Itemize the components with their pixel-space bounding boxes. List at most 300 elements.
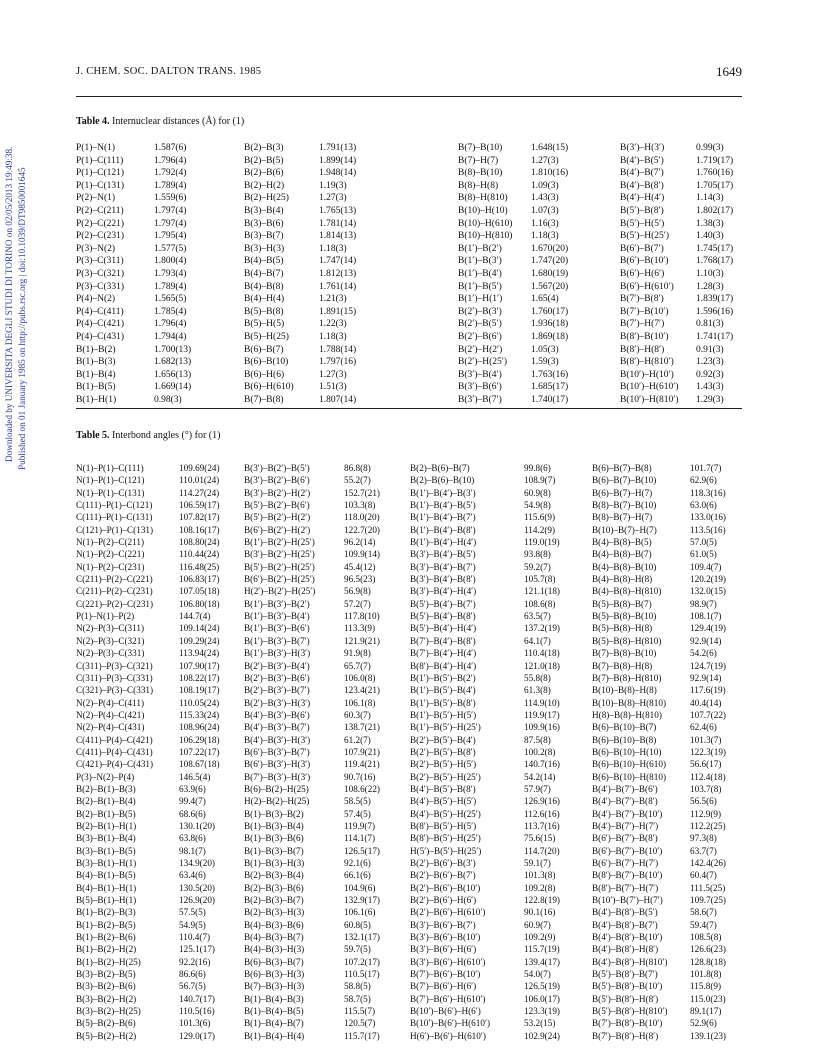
- bond-value: 75.6(15): [524, 833, 556, 844]
- table-row: [76, 369, 236, 382]
- bond-label: N(1)–P(1)–C(111): [76, 463, 144, 473]
- bond-value: 1.781(14): [319, 218, 357, 229]
- bond-value: 108.96(24): [179, 722, 220, 733]
- bond-label: B(3′)–B(4′)–H(4′): [410, 586, 477, 597]
- bond-value: 118.3(16): [690, 487, 726, 498]
- bond-value: 126.6(23): [690, 944, 726, 955]
- table5-label: Table 5.: [76, 430, 110, 441]
- table5-title: Interbond angles (°) for (1): [112, 430, 221, 441]
- bond-label: B(2)–B(1)–B(4): [76, 796, 136, 807]
- table-row: [76, 524, 246, 536]
- bond-value: 63.8(6): [179, 833, 206, 844]
- table-row: [244, 180, 409, 193]
- table-row: [244, 394, 409, 407]
- table-row: [458, 281, 613, 294]
- table-row: [244, 697, 410, 709]
- bond-label: B(5′)–B(8′)–H(810′): [592, 1006, 668, 1017]
- bond-value: 101.3(6): [179, 1018, 211, 1029]
- bond-value: 139.4(17): [524, 956, 560, 967]
- bond-value: 1.19(3): [319, 180, 347, 191]
- table-row: [592, 894, 744, 906]
- table-row: [244, 548, 410, 560]
- bond-value: 1.65(4): [531, 294, 559, 305]
- table-row: [76, 561, 246, 573]
- bond-value: 113.7(16): [524, 820, 560, 831]
- bond-value: 109.2(8): [524, 882, 556, 893]
- table-row: [76, 205, 236, 218]
- bond-label: B(4′)–B(8′)–B(7′): [592, 919, 658, 930]
- table-row: [620, 318, 746, 331]
- table-row: [76, 660, 246, 672]
- bond-label: B(2′)–B(6′)–H(6′): [410, 895, 477, 906]
- bond-label: C(421)–P(4)–C(431): [76, 759, 154, 770]
- table-row: [76, 167, 236, 180]
- bond-value: 116.48(25): [179, 561, 220, 572]
- table-row: [76, 230, 236, 243]
- table-row: [244, 845, 410, 857]
- bond-label: B(6)–B(10)–B(8): [592, 734, 657, 745]
- table-row: [592, 561, 744, 573]
- bond-label: B(4)–B(7): [244, 268, 284, 279]
- table-row: [244, 894, 410, 906]
- bond-label: B(6)–B(7)–B(10): [592, 475, 657, 486]
- table-row: [620, 369, 746, 382]
- bond-value: 90.7(16): [344, 771, 376, 782]
- header-rule: [76, 96, 742, 97]
- table-row: [76, 956, 246, 968]
- table-row: [76, 394, 236, 407]
- bond-label: B(5)–B(8): [244, 306, 284, 317]
- bond-value: 103.3(8): [344, 500, 376, 511]
- bond-label: B(1′)–B(4′)–B(7′): [410, 512, 476, 523]
- bond-value: 106.0(8): [344, 672, 376, 683]
- table-row: [592, 845, 744, 857]
- bond-label: B(3′)–B(4′)–B(7′): [410, 561, 476, 572]
- table-row: [592, 746, 744, 758]
- table4-label: Table 4.: [76, 116, 110, 127]
- table-row: [592, 931, 744, 943]
- bond-value: 1.745(17): [696, 243, 734, 254]
- table5-caption: [76, 430, 220, 441]
- bond-label: B(6)–B(3)–H(3): [244, 969, 305, 980]
- table-row: [410, 672, 584, 684]
- table-row: [244, 832, 410, 844]
- bond-label: B(3′)–B(6′)–H(6′): [410, 944, 477, 955]
- bond-label: P(4)–C(421): [76, 319, 125, 330]
- bond-value: 1.587(6): [154, 143, 187, 153]
- bond-label: B(10)–H(610): [458, 218, 513, 229]
- table-row: [458, 381, 613, 394]
- table-row: [76, 1017, 246, 1029]
- table-row: [410, 697, 584, 709]
- bond-label: B(6′)–B(2′)–H(2′): [244, 524, 311, 535]
- table-row: [76, 832, 246, 844]
- bond-label: N(2)–P(4)–C(411): [76, 697, 145, 708]
- bond-value: 152.7(21): [344, 487, 380, 498]
- table-row: [620, 306, 746, 319]
- bond-label: B(3′)–B(2′)–H(25′): [244, 549, 315, 560]
- table-row: [410, 734, 584, 746]
- bond-value: 142.4(26): [690, 858, 726, 868]
- bond-label: B(6′)–B(7′)–H(7′): [592, 858, 659, 868]
- table-row: [410, 660, 584, 672]
- table-row: [76, 462, 246, 474]
- bond-label: B(2)–B(6)–B(7): [410, 463, 470, 473]
- bond-value: 63.0(6): [690, 500, 717, 511]
- bond-value: 110.05(24): [179, 697, 220, 708]
- bond-label: B(6)–B(10)–H(610): [592, 759, 666, 770]
- bond-label: B(4)–B(8)–H(810): [592, 586, 662, 597]
- bond-label: B(2)–B(3)–H(3): [244, 907, 305, 918]
- table-row: [592, 697, 744, 709]
- bond-label: B(3)–B(2)–H(2): [76, 993, 137, 1004]
- bond-value: 122.7(20): [344, 524, 380, 535]
- table-row: [410, 585, 584, 597]
- table-row: [244, 808, 410, 820]
- table-row: [620, 230, 746, 243]
- bond-value: 1.18(3): [319, 331, 347, 342]
- bond-label: B(3′)–B(6′): [458, 382, 502, 393]
- bond-label: N(2)–P(3)–C(311): [76, 623, 145, 634]
- table-row: [592, 598, 744, 610]
- bond-value: 1.761(14): [319, 281, 357, 292]
- table-row: [592, 548, 744, 560]
- bond-value: 110.4(7): [179, 932, 211, 943]
- bond-value: 100.2(8): [524, 746, 556, 757]
- bond-label: B(6)–B(7)–H(7): [592, 487, 653, 498]
- bond-value: 107.9(21): [344, 746, 380, 757]
- table-row: [76, 647, 246, 659]
- table-row: [244, 869, 410, 881]
- table-row: [244, 709, 410, 721]
- bond-label: B(7)–B(8)–H(8): [592, 660, 653, 671]
- table-row: [76, 906, 246, 918]
- table5-rule: [76, 408, 742, 409]
- bond-value: 62.4(6): [690, 722, 717, 733]
- bond-label: C(121)–P(1)–C(131): [76, 524, 154, 535]
- bond-value: 1.763(16): [531, 369, 569, 380]
- bond-label: B(4′)–B(7′)–B(10′): [592, 808, 663, 819]
- table-row: [620, 255, 746, 268]
- bond-value: 1.577(5): [154, 243, 187, 254]
- table-row: [76, 536, 246, 548]
- bond-label: B(5)–B(1)–H(1): [76, 895, 137, 906]
- bond-label: B(3)–B(2)–B(5): [76, 969, 136, 980]
- table-row: [244, 268, 409, 281]
- table-row: [410, 857, 584, 869]
- bond-value: 112.9(9): [690, 808, 722, 819]
- bond-value: 120.2(19): [690, 574, 726, 585]
- bond-value: 144.7(4): [179, 611, 211, 622]
- table-row: [244, 684, 410, 696]
- bond-value: 108.6(22): [344, 783, 380, 794]
- bond-value: 115.8(9): [690, 981, 722, 992]
- table-row: [410, 795, 584, 807]
- table-row: [592, 536, 744, 548]
- bond-value: 109.7(25): [690, 895, 726, 906]
- bond-label: B(5′)–B(2′)–H(25′): [244, 561, 315, 572]
- bond-label: B(1′)–B(5′)–B(4′): [410, 685, 476, 696]
- bond-value: 115.7(17): [344, 1030, 380, 1041]
- bond-value: 59.4(7): [690, 919, 717, 930]
- bond-value: 125.1(17): [179, 944, 215, 955]
- bond-value: 138.7(21): [344, 722, 380, 733]
- bond-label: B(7′)–B(3′)–H(3′): [244, 771, 311, 782]
- bond-label: B(10)–H(810): [458, 231, 513, 242]
- bond-value: 120.5(7): [344, 1018, 376, 1029]
- table-row: [76, 331, 236, 344]
- table-row: [244, 511, 410, 523]
- table-row: [244, 167, 409, 180]
- bond-label: B(8′)–B(5′)–H(5′): [410, 820, 477, 831]
- bond-label: B(6′)–B(3′)–H(3′): [244, 759, 311, 770]
- bond-label: B(4)–B(5): [244, 256, 284, 267]
- bond-value: 124.7(19): [690, 660, 726, 671]
- table5-col-1: [76, 462, 246, 1042]
- table-row: [410, 783, 584, 795]
- bond-label: B(4)–B(8): [244, 281, 284, 292]
- bond-label: B(1)–B(4)–B(7): [244, 1018, 304, 1029]
- bond-value: 61.0(5): [690, 549, 717, 560]
- bond-label: B(6)–B(10)–H(810): [592, 771, 666, 782]
- bond-label: B(3′)–B(4′)–B(8′): [410, 574, 476, 585]
- bond-label: N(1)–P(1)–C(121): [76, 475, 145, 486]
- bond-value: 114.2(9): [524, 524, 556, 535]
- bond-label: N(2)–P(3)–C(331): [76, 648, 145, 659]
- bond-label: B(1′)–B(3′)–B(7′): [244, 635, 310, 646]
- table-row: [76, 1030, 246, 1042]
- bond-label: B(7)–B(10): [458, 143, 503, 153]
- bond-label: B(8)–B(10): [458, 168, 503, 179]
- bond-value: 1.21(3): [319, 294, 347, 305]
- table-row: [76, 255, 236, 268]
- bond-label: B(7′)–B(6′)–B(10′): [410, 969, 481, 980]
- table-row: [244, 218, 409, 231]
- table-row: [244, 230, 409, 243]
- table-row: [76, 635, 246, 647]
- table-row: [410, 894, 584, 906]
- bond-label: P(3)–N(2): [76, 243, 116, 254]
- bond-value: 109.2(9): [524, 932, 556, 943]
- bond-value: 63.7(7): [690, 845, 717, 856]
- bond-label: B(3′)–B(4′)–B(5′): [410, 549, 476, 560]
- table-row: [410, 462, 584, 474]
- bond-value: 1.40(3): [696, 231, 724, 242]
- table-row: [620, 381, 746, 394]
- bond-value: 1.596(16): [696, 306, 734, 317]
- table-row: [592, 820, 744, 832]
- table-row: [244, 205, 409, 218]
- bond-value: 115.5(7): [344, 1006, 376, 1017]
- bond-value: 119.9(7): [344, 820, 376, 831]
- table-row: [244, 462, 410, 474]
- bond-value: 111.5(25): [690, 882, 726, 893]
- bond-value: 1.27(3): [319, 369, 347, 380]
- bond-label: B(7′)–B(4′)–H(4′): [410, 648, 477, 659]
- bond-value: 1.700(13): [154, 344, 192, 355]
- bond-label: B(1′)–B(3′): [458, 256, 502, 267]
- bond-label: B(1′)–B(5′)–H(25′): [410, 722, 481, 733]
- bond-value: 107.05(18): [179, 586, 220, 597]
- bond-value: 1.797(16): [319, 357, 357, 368]
- bond-value: 108.6(8): [524, 598, 556, 609]
- table-row: [76, 1005, 246, 1017]
- bond-value: 106.83(17): [179, 574, 220, 585]
- bond-label: B(3′)–B(2′)–B(6′): [244, 475, 310, 486]
- bond-label: B(6′)–B(10′): [620, 256, 669, 267]
- table-row: [76, 709, 246, 721]
- bond-value: 1.807(14): [319, 394, 357, 405]
- bond-value: 101.7(7): [690, 463, 722, 473]
- bond-label: B(3)–B(1)–H(1): [76, 858, 137, 868]
- bond-label: N(1)–P(1)–C(131): [76, 487, 145, 498]
- table-row: [76, 356, 236, 369]
- bond-value: 1.685(17): [531, 382, 569, 393]
- bond-label: B(2′)–B(5′)–B(4′): [410, 734, 476, 745]
- bond-label: B(4′)–B(7′)–B(6′): [592, 783, 658, 794]
- bond-label: B(4)–B(3)–B(6): [244, 919, 304, 930]
- bond-value: 1.59(3): [531, 357, 559, 368]
- table4-col-3: [458, 142, 613, 406]
- table-row: [76, 820, 246, 832]
- table-row: [410, 956, 584, 968]
- bond-value: 1.07(3): [531, 205, 559, 216]
- bond-label: C(311)–P(3)–C(331): [76, 672, 153, 683]
- bond-label: B(2′)–B(3′): [458, 306, 502, 317]
- table-row: [76, 771, 246, 783]
- table-row: [76, 697, 246, 709]
- bond-value: 113.5(16): [690, 524, 726, 535]
- bond-value: 107.90(17): [179, 660, 220, 671]
- bond-value: 1.680(19): [531, 268, 569, 279]
- table-row: [410, 993, 584, 1005]
- bond-label: B(1)–B(2)–B(6): [76, 932, 136, 943]
- table-row: [244, 192, 409, 205]
- table-row: [244, 499, 410, 511]
- bond-label: B(4′)–B(8′): [620, 180, 664, 191]
- bond-label: B(8′)–B(10′): [620, 331, 669, 342]
- table-row: [244, 524, 410, 536]
- bond-label: B(6′)–B(7′): [620, 243, 664, 254]
- table-row: [592, 660, 744, 672]
- bond-label: H(6′)–B(6′)–H(610′): [410, 1030, 486, 1041]
- bond-label: B(6)–B(3)–B(7): [244, 956, 304, 967]
- bond-value: 1.797(4): [154, 205, 187, 216]
- bond-label: B(6)–H(6): [244, 369, 285, 380]
- bond-label: B(2)–B(6)–B(10): [410, 475, 475, 486]
- bond-value: 66.1(6): [344, 870, 371, 881]
- bond-label: B(4)–B(8)–B(10): [592, 561, 657, 572]
- table-row: [592, 943, 744, 955]
- table-row: [458, 180, 613, 193]
- bond-value: 101.8(8): [690, 969, 722, 980]
- bond-label: C(311)–P(3)–C(321): [76, 660, 153, 671]
- bond-value: 107.2(17): [344, 956, 380, 967]
- table-row: [410, 808, 584, 820]
- bond-label: B(1)–B(3)–B(2): [244, 808, 304, 819]
- bond-label: B(1)–B(4)–B(3): [244, 993, 304, 1004]
- table-row: [244, 783, 410, 795]
- table-row: [76, 487, 246, 499]
- bond-value: 132.9(17): [344, 895, 380, 906]
- bond-label: B(1′)–B(4′)–H(4′): [410, 537, 477, 548]
- table-row: [244, 956, 410, 968]
- bond-value: 1.567(20): [531, 281, 569, 292]
- table-row: [458, 205, 613, 218]
- table-row: [410, 721, 584, 733]
- table-row: [620, 281, 746, 294]
- bond-label: B(1)–B(2)–B(3): [76, 907, 136, 918]
- bond-value: 54.2(14): [524, 771, 556, 782]
- bond-label: C(411)–P(4)–C(431): [76, 746, 153, 757]
- table-row: [592, 857, 744, 869]
- bond-label: B(2′)–B(3′)–H(3′): [244, 697, 311, 708]
- bond-label: B(7)–H(7): [458, 155, 499, 166]
- table-row: [76, 474, 246, 486]
- table-row: [410, 635, 584, 647]
- table-row: [410, 943, 584, 955]
- bond-value: 97.3(8): [690, 833, 717, 844]
- table-row: [592, 758, 744, 770]
- bond-value: 126.5(19): [524, 981, 560, 992]
- bond-label: B(1′)–B(2′)–H(25′): [244, 537, 315, 548]
- bond-value: 62.9(6): [690, 475, 717, 486]
- bond-value: 1.38(3): [696, 218, 724, 229]
- table-row: [244, 980, 410, 992]
- bond-value: 129.0(17): [179, 1030, 215, 1041]
- bond-value: 61.3(8): [524, 685, 551, 696]
- bond-value: 121.1(18): [524, 586, 560, 597]
- table-row: [410, 820, 584, 832]
- bond-label: B(2′)–H(25′): [458, 357, 508, 368]
- table-row: [244, 561, 410, 573]
- bond-label: B(1′)–B(4′)–B(3′): [410, 487, 476, 498]
- bond-label: B(4)–B(1)–B(5): [76, 870, 136, 881]
- table-row: [244, 331, 409, 344]
- bond-value: 1.09(3): [531, 180, 559, 191]
- bond-value: 56.6(17): [690, 759, 722, 770]
- table-row: [620, 180, 746, 193]
- bond-label: B(2′)–B(6′)–H(610′): [410, 907, 486, 918]
- bond-label: B(2′)–B(6′)–B(7′): [410, 870, 476, 881]
- table-row: [76, 845, 246, 857]
- bond-value: 63.9(6): [179, 783, 206, 794]
- bond-label: H(8)–B(8)–H(810): [592, 709, 662, 720]
- table-row: [410, 931, 584, 943]
- table-row: [244, 660, 410, 672]
- bond-value: 109.69(24): [179, 463, 220, 473]
- bond-value: 140.7(17): [179, 993, 215, 1004]
- table-row: [244, 1017, 410, 1029]
- bond-value: 108.80(24): [179, 537, 220, 548]
- bond-label: C(411)–P(4)–C(421): [76, 734, 153, 745]
- bond-label: B(1′)–B(5′)–H(5′): [410, 709, 477, 720]
- table-row: [458, 318, 613, 331]
- table-row: [76, 968, 246, 980]
- bond-label: B(2′)–B(5′)–B(8′): [410, 746, 476, 757]
- table-row: [76, 746, 246, 758]
- table-row: [76, 943, 246, 955]
- bond-label: B(5′)–B(4′)–B(8′): [410, 611, 476, 622]
- bond-value: 106.1(6): [344, 907, 376, 918]
- bond-value: 60.8(5): [344, 919, 371, 930]
- bond-label: B(2′)–B(5′)–H(25′): [410, 771, 481, 782]
- table-row: [244, 293, 409, 306]
- bond-label: B(4′)–H(4′): [620, 193, 665, 204]
- table-row: [244, 919, 410, 931]
- bond-label: B(6)–B(10): [244, 357, 289, 368]
- bond-value: 54.2(6): [690, 648, 717, 659]
